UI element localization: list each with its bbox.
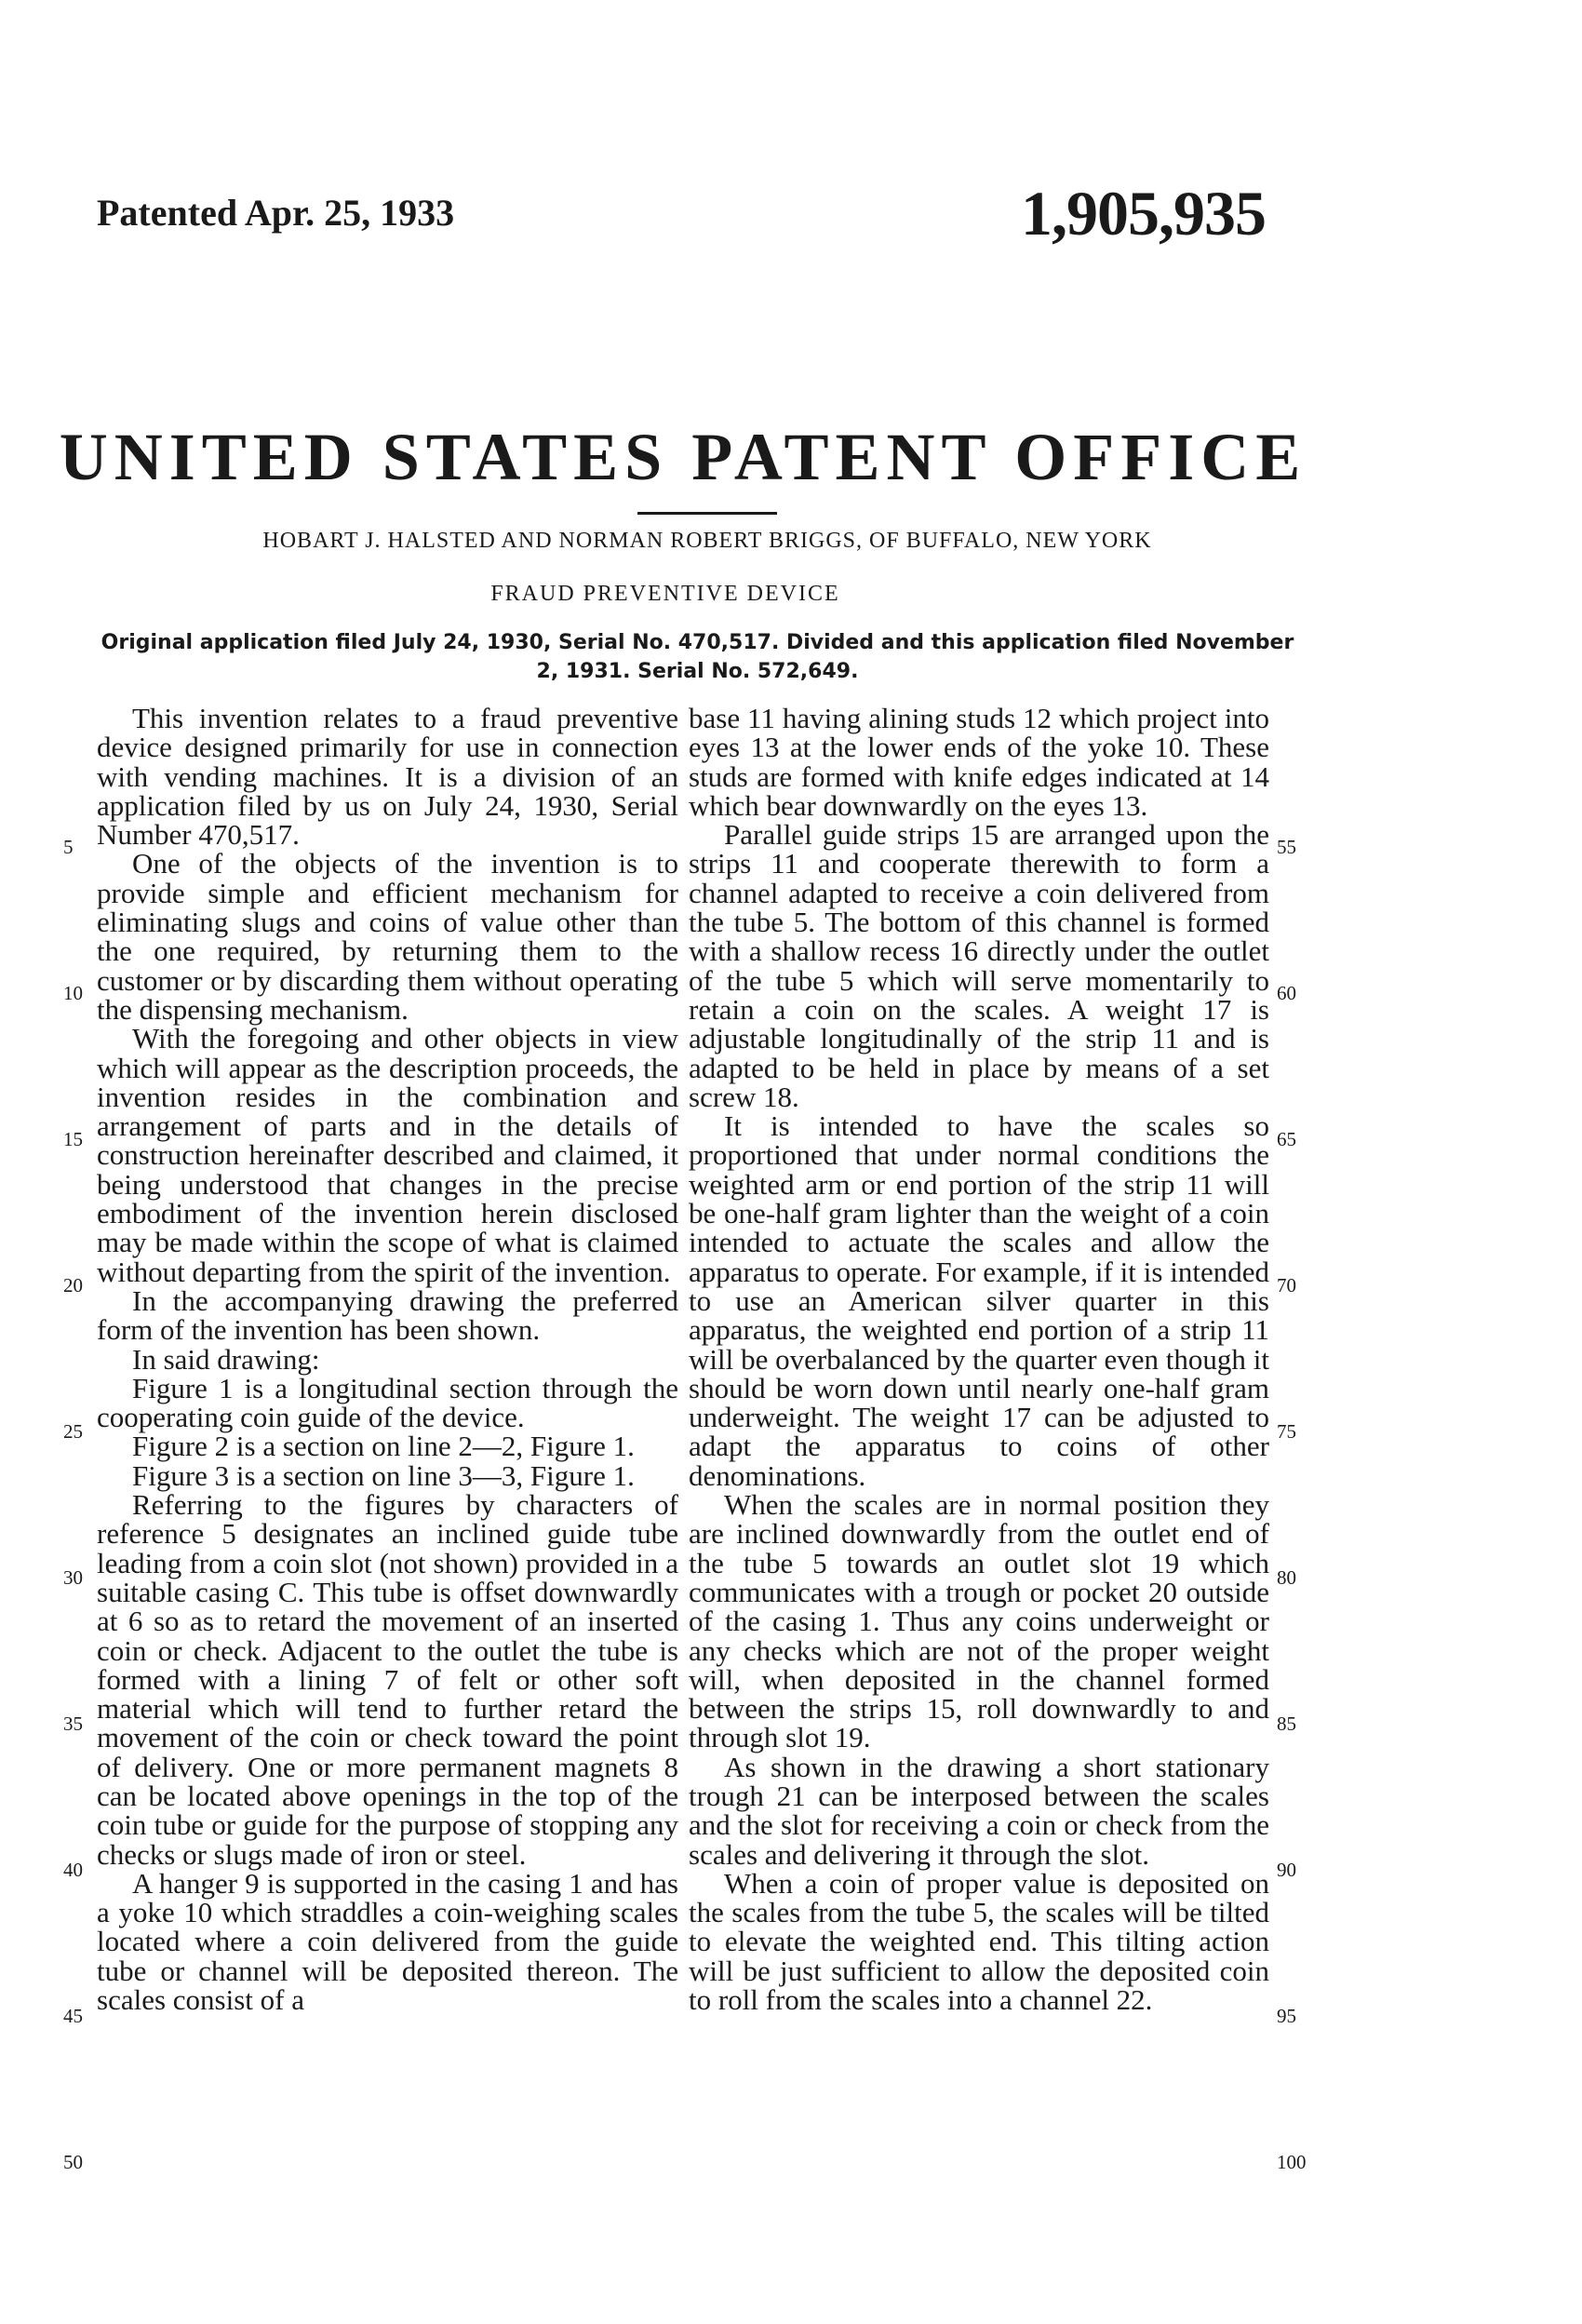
line-number: 5 [63, 836, 74, 858]
paragraph: base 11 having alining studs 12 which project into eyes 13 at the lower ends of the yoke 10. These studs are formed with knife edges indicated at 14 which bear downwardly on the eyes 13. [689, 702, 1269, 822]
line-number: 25 [63, 1420, 83, 1443]
right-column [689, 702, 1269, 2017]
paragraph: One of the objects of the invention is to provide simple and efficient mechanism for eliminating slugs and coins of value other than the one required, by returning them to the customer or by discarding them without operating the dispensing mechanism. [97, 847, 678, 1026]
line-number: 65 [1277, 1128, 1296, 1150]
line-number: 100 [1277, 2151, 1307, 2173]
paragraph: Parallel guide strips 15 are arranged upon the strips 11 and cooperate therewith to form a channel adapted to receive a coin delivered from the tube 5. The bottom of this channel is formed with a shallow recess 16 directly under the outlet of the tube 5 which will serve momentarily to retain a coin on the scales. A weight 17 is adjustable longitudinally of the strip 11 and is adapted to be held in place by means of a set screw 18. [689, 818, 1269, 1113]
heading-rule [637, 512, 777, 515]
paragraph: It is intended to have the scales so proportioned that under normal conditions the weighted arm or end portion of the strip 11 will be one-half gram lighter than the weight of a coin intended to actuate the scales and allow the apparatus to operate. For example, if it is intended to use an American silver quarter in this apparatus, the weighted end portion of a strip 11 will be overbalanced by the quarter even though it should be worn down until nearly one-half gram underweight. The weight 17 can be adjusted to adapt the apparatus to coins of other denominations. [689, 1109, 1269, 1492]
line-number: 70 [1277, 1274, 1296, 1296]
paragraph: In the accompanying drawing the preferred form of the invention has been shown. [97, 1283, 678, 1347]
line-number: 80 [1277, 1566, 1296, 1589]
line-number: 60 [1277, 982, 1296, 1004]
line-number: 10 [63, 982, 83, 1004]
paragraph: With the foregoing and other objects in view which will appear as the description proceeds, the invention resides in the combination and arrangement of parts and in the details of construction hereinafter described and claimed, it being understood that changes in the precise embodiment of the invention herein disclosed may be made within the scope of what is claimed without departing from the spirit of the invention. [97, 1022, 678, 1288]
patent-date: Patented Apr. 25, 1933 [97, 192, 455, 234]
paragraph: In said drawing: [132, 1342, 320, 1376]
paragraph: Referring to the figures by characters of reference 5 designates an inclined guide tube leading from a coin slot (not shown) provided in a suitable casing C. This tube is offset downwardly at 6 so as to retard the movement of an inserted coin or check. Adjacent to the outlet the tube is formed with a lining 7 of felt or other soft material which will tend to further retard the movement of the coin or check toward the point of delivery. One or more permanent magnets 8 can be located above openings in the top of the coin tube or guide for the purpose of stopping any checks or slugs made of iron or steel. [97, 1488, 678, 1871]
line-number: 35 [63, 1713, 83, 1735]
paragraph: As shown in the drawing a short stationary trough 21 can be interposed between the scales and the slot for receiving a coin or check from the scales and delivering it through the slot. [689, 1750, 1269, 1871]
application-note: Original application filed July 24, 1930, Serial No. 470,517. Divided and this application filed November 2, 1931. Serial No. 572,649. [101, 631, 1294, 683]
line-number: 15 [63, 1128, 83, 1150]
office-heading: UNITED STATES PATENT OFFICE [59, 420, 1307, 494]
paragraph: When a coin of proper value is deposited on the scales from the tube 5, the scales will be tilted to elevate the weighted end. This tilting action will be just sufficient to allow the deposited coin to roll from the scales into a channel 22. [689, 1866, 1269, 2017]
line-number: 90 [1277, 1859, 1296, 1881]
line-number: 55 [1277, 836, 1296, 858]
line-number: 45 [63, 2005, 83, 2027]
paragraph: Figure 3 is a section on line 3—3, Figure 1. [132, 1458, 635, 1492]
left-column [97, 702, 678, 2017]
paragraph: When the scales are in normal position they are inclined downwardly from the outlet end of the tube 5 towards an outlet slot 19 which communicates with a trough or pocket 20 outside of the casing 1. Thus any coins underweight or any checks which are not of the proper weight will, when deposited in the channel formed between the strips 15, roll downwardly to and through slot 19. [689, 1488, 1269, 1754]
patent-number: 1,905,935 [1021, 178, 1266, 249]
paragraph: A hanger 9 is supported in the casing 1 and has a yoke 10 which straddles a coin-weighing scales located where a coin delivered from the guide tube or channel will be deposited thereon. The scales consist of a [97, 1866, 678, 2017]
line-number: 50 [63, 2151, 83, 2173]
inventors-line: HOBART J. HALSTED AND NORMAN ROBERT BRIGGS, OF BUFFALO, NEW YORK [262, 529, 1152, 553]
line-number: 20 [63, 1274, 83, 1296]
line-number: 40 [63, 1859, 83, 1881]
paragraph: This invention relates to a fraud preventive device designed primarily for use in connection with vending machines. It is a division of an application filed by us on July 24, 1930, Serial Number 470,517. [97, 702, 678, 852]
line-number: 75 [1277, 1420, 1296, 1443]
paragraph: Figure 2 is a section on line 2—2, Figure 1. [132, 1430, 635, 1463]
paragraph: Figure 1 is a longitudinal section through the cooperating coin guide of the device. [97, 1371, 678, 1434]
line-number: 30 [63, 1566, 83, 1589]
invention-title: FRAUD PREVENTIVE DEVICE [490, 582, 840, 606]
line-number: 95 [1277, 2005, 1296, 2027]
line-number: 85 [1277, 1713, 1296, 1735]
